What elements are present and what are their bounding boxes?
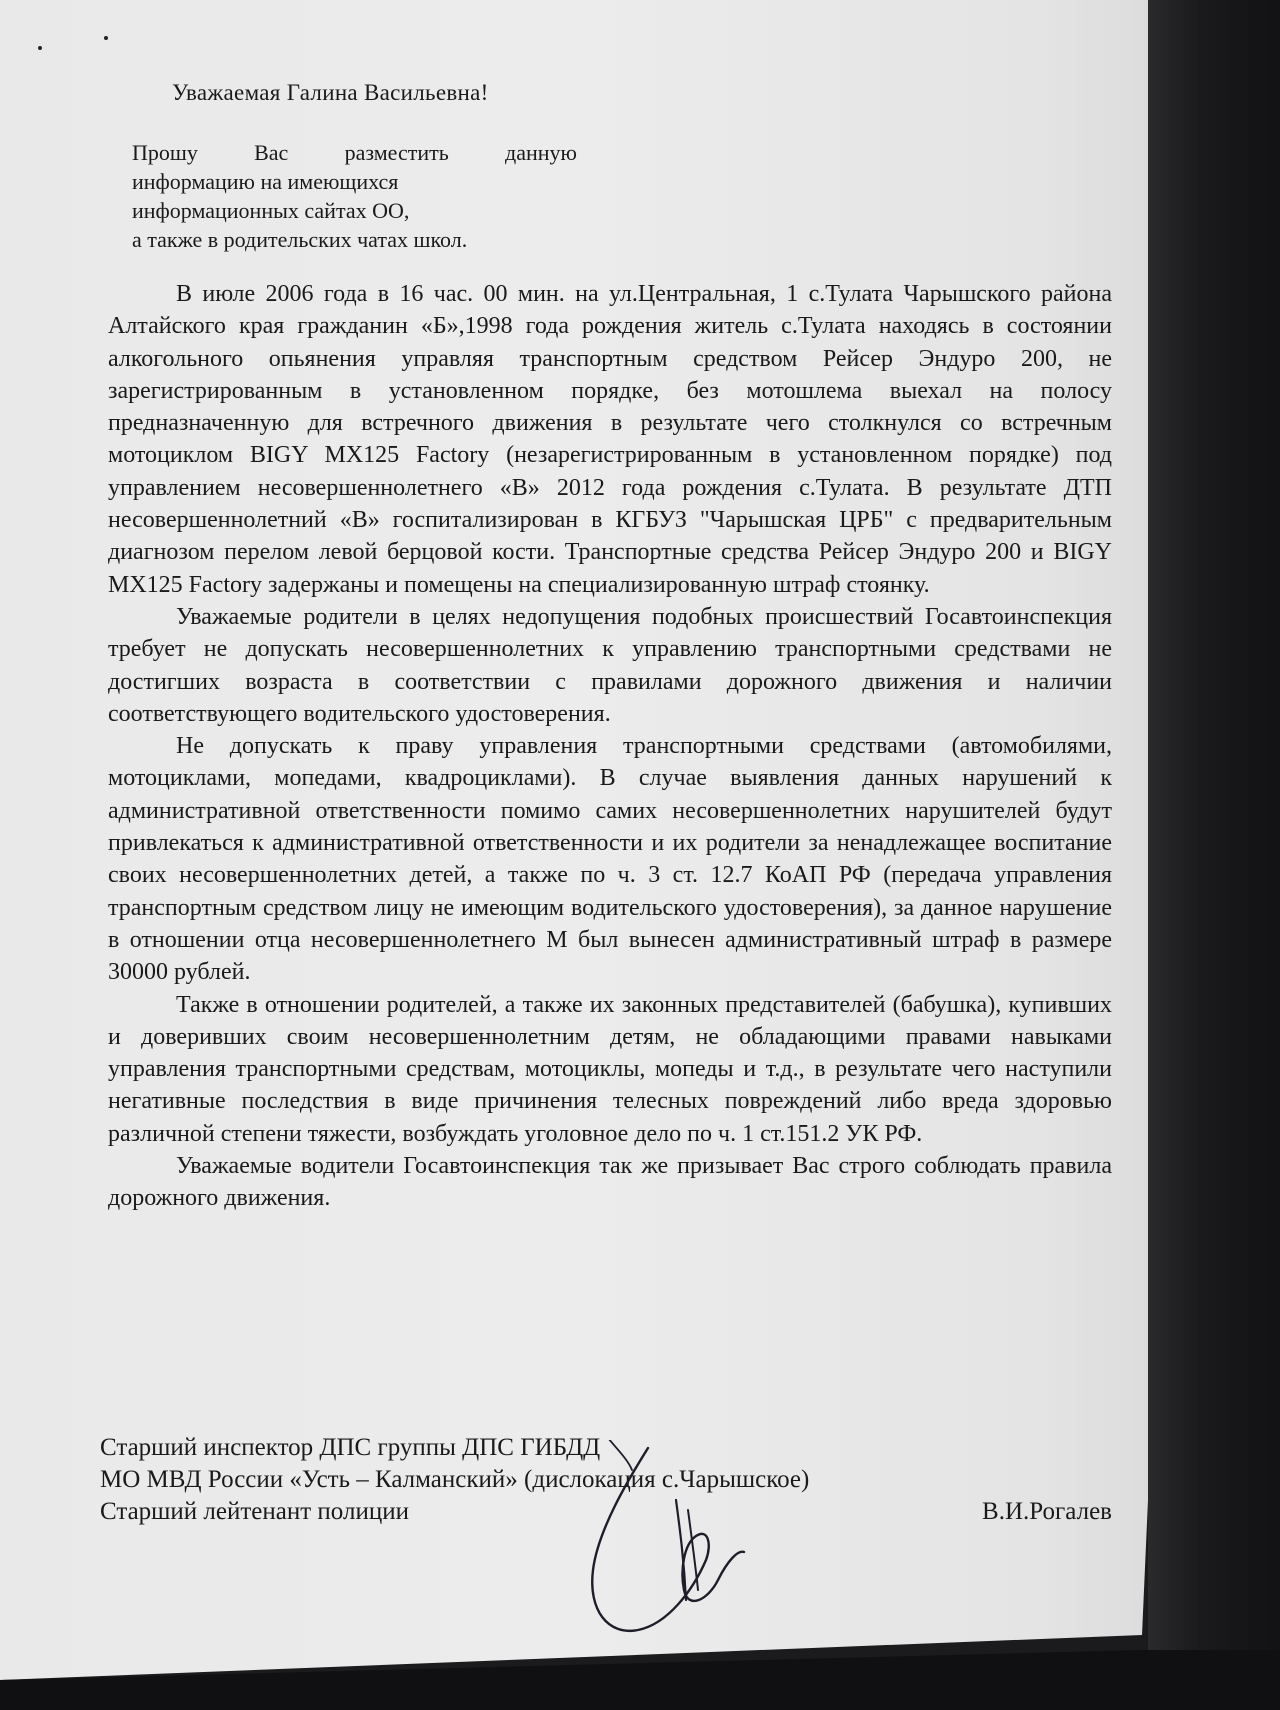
paragraph-incident: В июле 2006 года в 16 час. 00 мин. на ул.Центральная, 1 с.Тулата Чарышского района Алтайского края гражданин «Б»,1998 года рождения житель с.Тулата находясь в состоянии алкогольного опьянения управляя транспортным средством Рейсер Эндуро 200, не зарегистрированным в установленном порядке, без мотошлема выехал на полосу предназначенную для встречного движения в результате чего столкнулся со встречным мотоциклом BIGY MX125 Factory (незарегистрированным в установленном порядке) под управлением несовершеннолетнего «В» 2012 года рождения с.Тулата. В результате ДТП несовершеннолетний «В» госпитализирован в КГБУЗ "Чарышская ЦРБ" с предварительным диагнозом перелом левой берцовой кости. Транспортные средства Рейсер Эндуро 200 и BIGY MX125 Factory задержаны и помещены на специализированную штраф стоянку. [108, 281, 1112, 598]
signer-name: В.И.Рогалев [982, 1498, 1112, 1525]
signer-rank: Старший лейтенант полиции [100, 1498, 409, 1525]
request-line: информацию на имеющихся [132, 169, 399, 194]
background-right [1148, 0, 1280, 1707]
paragraph-criminal: Также в отношении родителей, а также их законных представителей (бабушка), купивших и доверивших своим несовершеннолетним детям, не обладающими правами навыками управления транспортными средствам, мотоциклы, мопеды и т.д., в результате чего наступили негативные последствия в виде причинения телесных повреждений либо вреда здоровью различной степени тяжести, возбуждать уголовное дело по ч. 1 ст.151.2 УК РФ. [108, 991, 1112, 1147]
salutation: Уважаемая Галина Васильевна! [172, 80, 489, 105]
signer-position-line1: Старший инспектор ДПС группы ДПС ГИБДД [100, 1434, 601, 1461]
request-block [132, 138, 577, 254]
paragraph-parents-warning: Уважаемые родители в целях недопущения подобных происшествий Госавтоинспекция требует не допускать несовершеннолетних к управлению транспортными средствами не достигших возраста в соответствии с правилами дорожного движения и наличии соответствующего водительского удостоверения. [108, 603, 1112, 727]
paragraph-liability: Не допускать к праву управления транспортными средствами (автомобилями, мотоциклами, мопедами, квадроциклами). В случае выявления данных нарушений к административной ответственности помимо самих несовершеннолетних нарушителей будут привлекаться к административной ответственности и их родители за ненадлежащее воспитание своих несовершеннолетних детей, а также по ч. 3 ст. 12.7 КоАП РФ (передача управления транспортным средством лицу не имеющим водительского удостоверения), за данное нарушение в отношении отца несовершеннолетнего М был вынесен административный штраф в размере 30000 рублей. [108, 733, 1112, 986]
request-line: а также в родительских чатах школ. [132, 227, 468, 252]
signer-position-line2: МО МВД России «Усть – Калманский» (дислокация с.Чарышское) [100, 1466, 810, 1493]
letter-body [108, 278, 1112, 1215]
request-line: Прошу Вас разместить данную [132, 140, 577, 165]
request-line: информационных сайтах ОО, [132, 198, 410, 223]
paragraph-drivers-appeal: Уважаемые водители Госавтоинспекция так же призывает Вас строго соблюдать правила дорожного движения. [108, 1153, 1112, 1212]
handwritten-signature [588, 1440, 748, 1640]
